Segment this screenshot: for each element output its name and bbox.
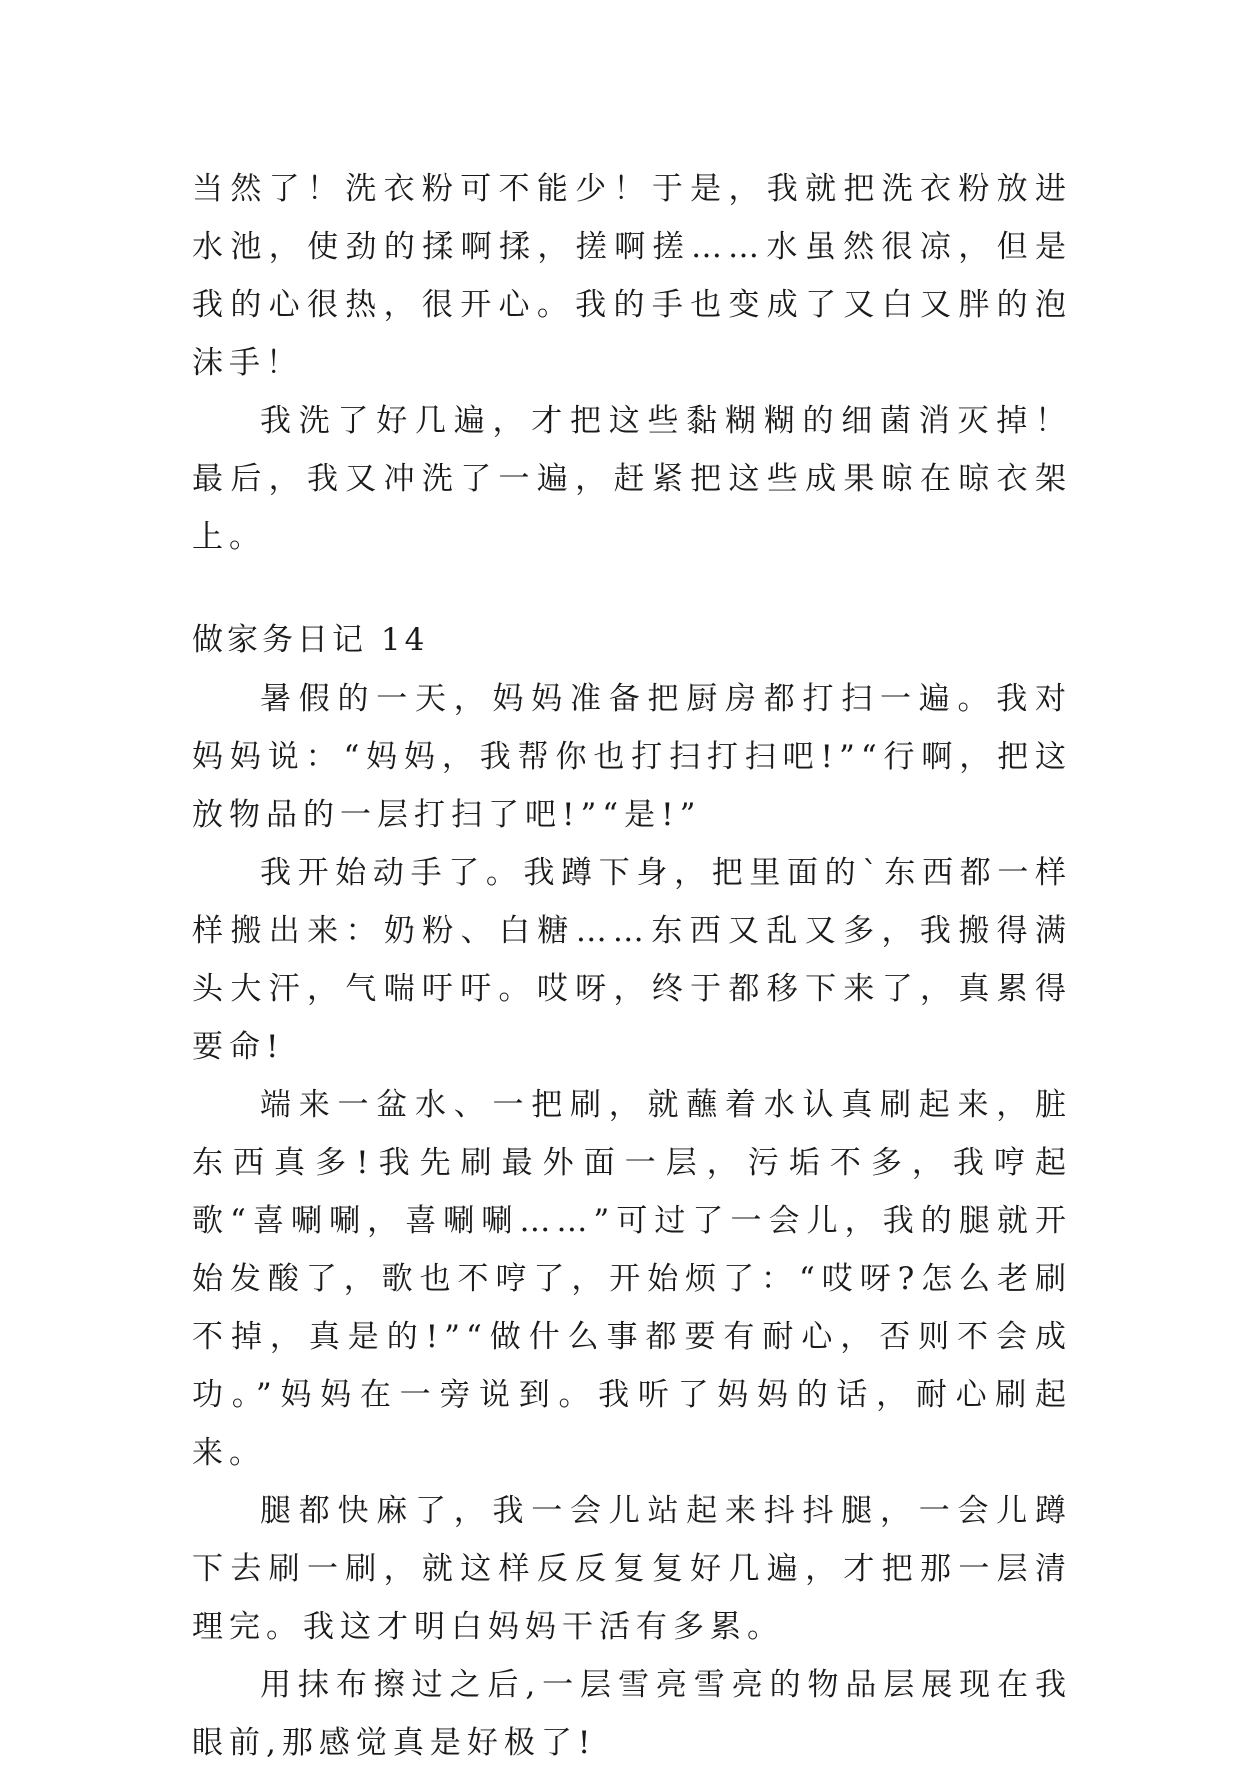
paragraph: 暑假的一天，妈妈准备把厨房都打扫一遍。我对妈妈说：“妈妈，我帮你也打扫打扫吧!”“行啊，把这放物品的一层打扫了吧!”“是!”	[192, 681, 1072, 833]
paragraph: 端来一盆水、一把刷，就蘸着水认真刷起来，脏东西真多!我先刷最外面一层，污垢不多，我哼起歌“喜唰唰，喜唰唰……”可过了一会儿，我的腿就开始发酸了，歌也不哼了，开始烦了：“哎呀?怎么老刷不掉，真是的!”“做什么事都要有耐心，否则不会成功。”妈妈在一旁说到。我听了妈妈的话，耐心刷起来。	[192, 1087, 1072, 1471]
paragraph: 我开始动手了。我蹲下身，把里面的`东西都一样样搬出来：奶粉、白糖……东西又乱又多，我搬得满头大汗，气喘吁吁。哎呀，终于都移下来了，真累得要命!	[192, 855, 1072, 1065]
paragraph: 用抹布擦过之后,一层雪亮雪亮的物品层展现在我眼前,那感觉真是好极了!	[192, 1667, 1072, 1761]
paragraph: 我洗了好几遍，才把这些黏糊糊的细菌消灭掉！最后，我又冲洗了一遍，赶紧把这些成果晾在晾衣架上。	[192, 403, 1072, 555]
paragraph-continued: 当然了！洗衣粉可不能少！于是，我就把洗衣粉放进水池，使劲的揉啊揉，搓啊搓……水虽然很凉，但是我的心很热，很开心。我的手也变成了又白又胖的泡沫手！	[192, 171, 1072, 381]
document-page	[192, 160, 1072, 1772]
section-title: 做家务日记 14	[192, 622, 429, 658]
paragraph: 腿都快麻了，我一会儿站起来抖抖腿，一会儿蹲下去刷一刷，就这样反反复复好几遍，才把那一层清理完。我这才明白妈妈干活有多累。	[192, 1493, 1072, 1645]
